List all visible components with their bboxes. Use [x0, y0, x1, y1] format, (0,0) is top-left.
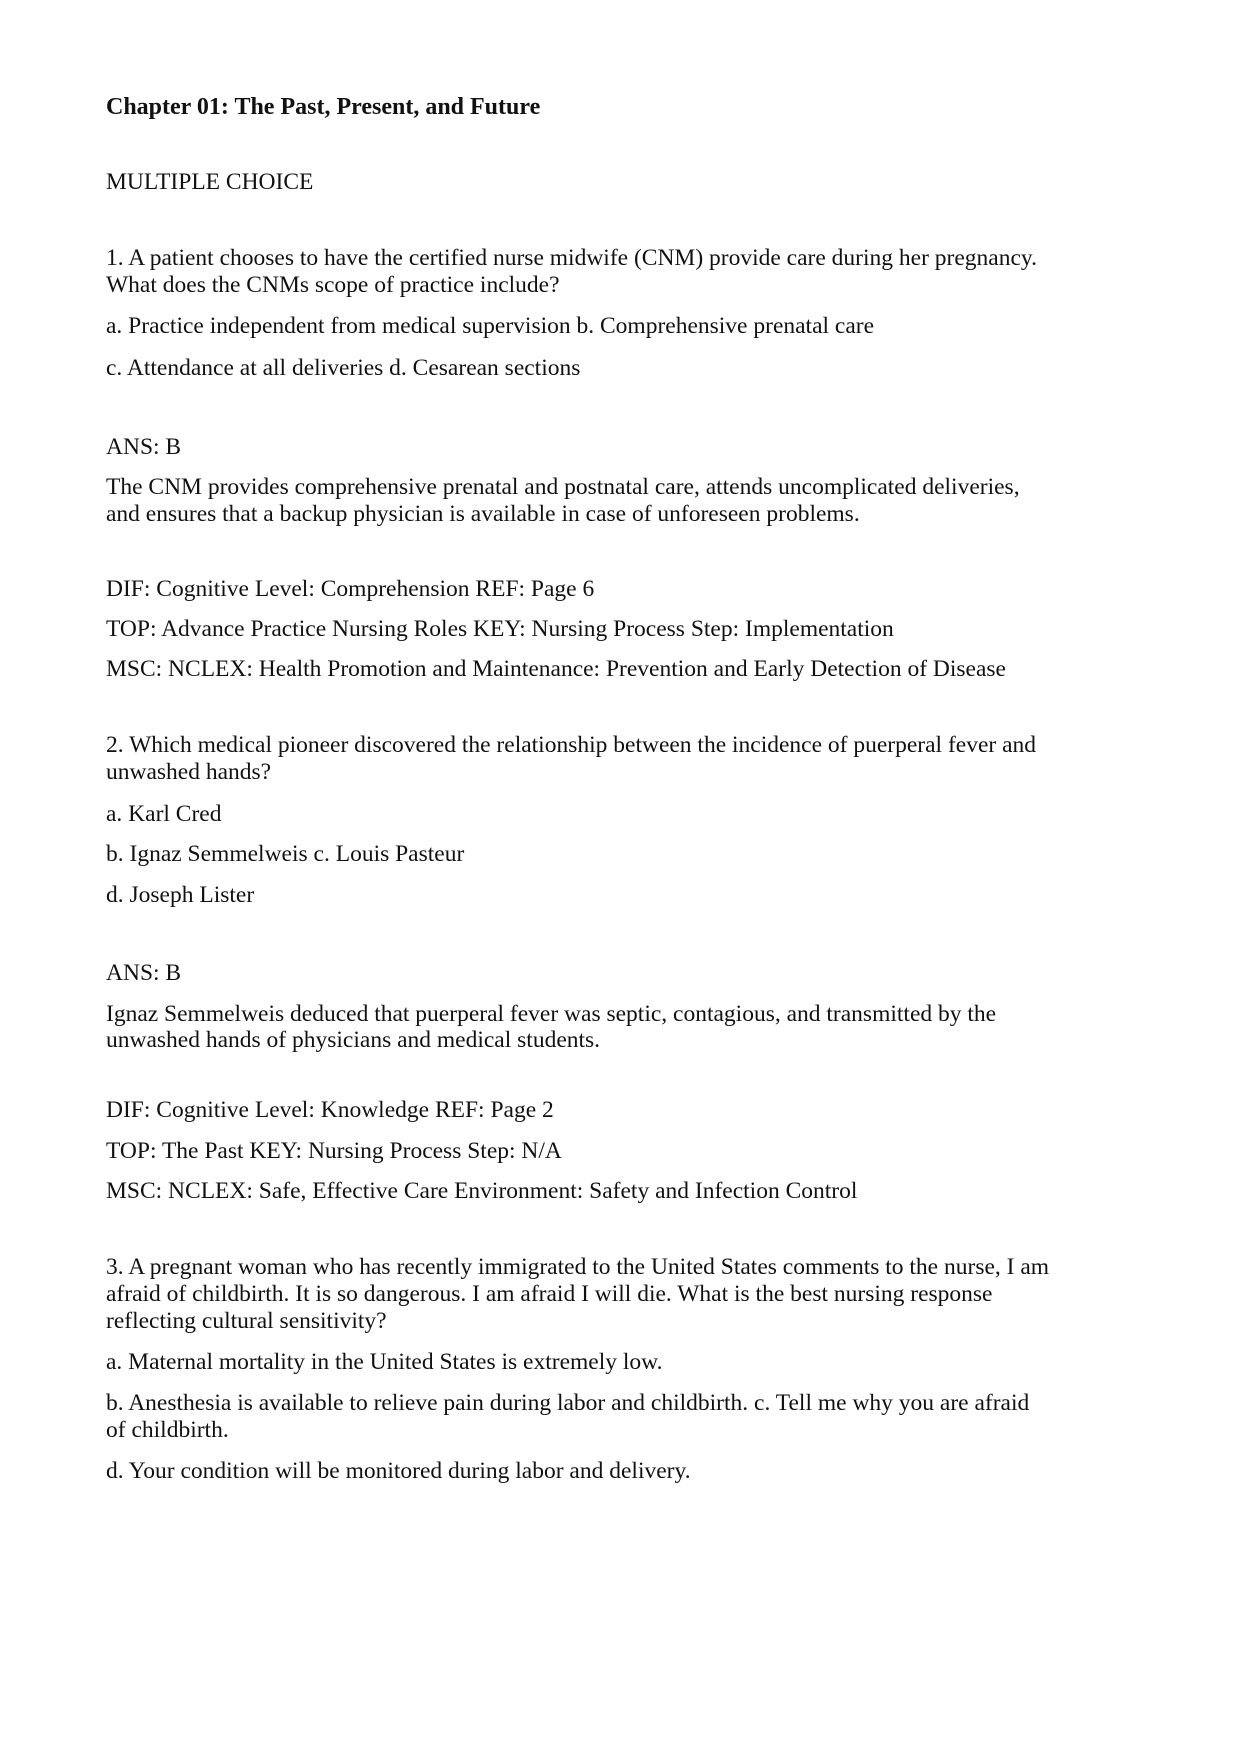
question-3-option-d: d. Your condition will be monitored during labor and delivery. — [106, 1458, 691, 1484]
question-2-stem-line-2: unwashed hands? — [106, 759, 272, 785]
question-2-rationale-line-2: unwashed hands of physicians and medical students. — [106, 1027, 601, 1053]
question-3-option-b-c-line-2: of childbirth. — [106, 1417, 229, 1443]
question-3-stem-line-3: reflecting cultural sensitivity? — [106, 1308, 387, 1334]
question-2-stem-line-1: 2. Which medical pioneer discovered the relationship between the incidence of puerperal fever and — [106, 732, 1037, 758]
question-3-option-a: a. Maternal mortality in the United States is extremely low. — [106, 1349, 663, 1375]
question-2-option-a: a. Karl Cred — [106, 801, 222, 827]
question-1-stem-line-2: What does the CNMs scope of practice include? — [106, 272, 560, 298]
question-2-option-d: d. Joseph Lister — [106, 882, 255, 908]
question-2-top: TOP: The Past KEY: Nursing Process Step: N/A — [106, 1138, 562, 1164]
question-3-option-b-c-line-1: b. Anesthesia is available to relieve pain during labor and childbirth. c. Tell me why you are afraid — [106, 1390, 1030, 1416]
chapter-title: Chapter 01: The Past, Present, and Future — [106, 94, 541, 120]
question-1-answer: ANS: B — [106, 434, 182, 460]
question-1-rationale-line-1: The CNM provides comprehensive prenatal and postnatal care, attends uncomplicated deliveries, — [106, 474, 1020, 500]
question-2-dif: DIF: Cognitive Level: Knowledge REF: Page 2 — [106, 1097, 554, 1123]
question-2-msc: MSC: NCLEX: Safe, Effective Care Environment: Safety and Infection Control — [106, 1178, 858, 1204]
question-1-options-line-2: c. Attendance at all deliveries d. Cesarean sections — [106, 355, 581, 381]
question-1-msc: MSC: NCLEX: Health Promotion and Maintenance: Prevention and Early Detection of Disease — [106, 656, 1006, 682]
question-3-stem-line-1: 3. A pregnant woman who has recently immigrated to the United States comments to the nurse, I am — [106, 1254, 1050, 1280]
question-1-rationale-line-2: and ensures that a backup physician is available in case of unforeseen problems. — [106, 501, 860, 527]
question-1-stem-line-1: 1. A patient chooses to have the certified nurse midwife (CNM) provide care during her pregnancy. — [106, 245, 1037, 271]
question-2-option-b-c: b. Ignaz Semmelweis c. Louis Pasteur — [106, 841, 465, 867]
question-1-dif: DIF: Cognitive Level: Comprehension REF: Page 6 — [106, 576, 595, 602]
question-3-stem-line-2: afraid of childbirth. It is so dangerous. I am afraid I will die. What is the best nursing response — [106, 1281, 993, 1307]
question-2-answer: ANS: B — [106, 960, 182, 986]
question-2-rationale-line-1: Ignaz Semmelweis deduced that puerperal fever was septic, contagious, and transmitted by the — [106, 1001, 997, 1027]
question-1-top: TOP: Advance Practice Nursing Roles KEY: Nursing Process Step: Implementation — [106, 616, 894, 642]
question-1-options-line-1: a. Practice independent from medical supervision b. Comprehensive prenatal care — [106, 313, 875, 339]
section-heading: MULTIPLE CHOICE — [106, 169, 314, 195]
